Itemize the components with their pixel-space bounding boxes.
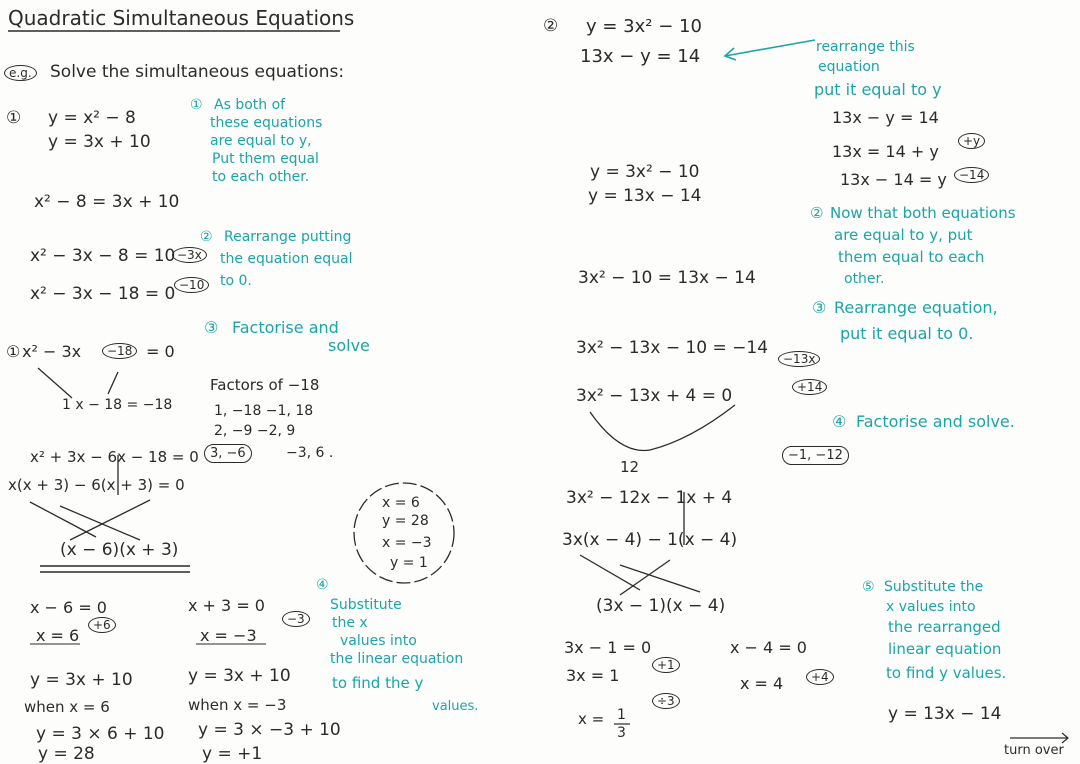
op-plus-14: +14: [792, 378, 827, 395]
right-root-1-eq: 3x − 1 = 0: [564, 638, 652, 657]
note-3-line-1: Factorise and: [232, 318, 339, 337]
product-line: 1 x − 18 = −18: [62, 397, 173, 413]
right-equation-2: 13x − y = 14: [580, 46, 701, 67]
root-1-result: x = 6: [36, 626, 80, 645]
cross-line-4: [580, 555, 640, 590]
op-plus-y: +y: [958, 132, 985, 149]
note-3-num: ③: [204, 318, 219, 337]
right-note-2-line-2: are equal to y, put: [834, 226, 973, 244]
cross-line-5: [620, 565, 700, 592]
bubble-y1: y = 28: [382, 513, 429, 529]
sub-2-calc: y = 3 × −3 + 10: [198, 720, 341, 740]
op-minus-3x: −3x: [172, 246, 207, 263]
bubble-x2: x = −3: [382, 535, 432, 551]
right-root-2-result: x = 4: [740, 674, 784, 693]
eq-num-left: ①: [6, 108, 22, 128]
note-4-line-1: Substitute: [330, 597, 402, 613]
right-note-3-line-2: put it equal to 0.: [840, 324, 974, 343]
note-1-line-1: As both of: [214, 97, 286, 113]
right-note-2-line-4: other.: [844, 271, 885, 287]
right-root-2-eq: x − 4 = 0: [730, 638, 807, 657]
right-root-1-op1: +1: [652, 656, 680, 673]
right-note-5-line-5: to find y values.: [886, 664, 1007, 682]
right-pair-pick: −1, −12: [782, 446, 849, 465]
right-equation-1: y = 3x² − 10: [586, 16, 702, 37]
bubble-x1: x = 6: [382, 495, 420, 511]
note-1-line-2: these equations: [210, 115, 323, 131]
right-group-line: 3x(x − 4) − 1(x − 4): [562, 530, 738, 550]
sub-1-calc: y = 3 × 6 + 10: [36, 724, 165, 744]
note-1-line-4: Put them equal: [212, 151, 319, 167]
sub-2-when: when x = −3: [188, 696, 287, 714]
root-2-op: −3: [282, 610, 310, 627]
right-root-2-op: +4: [806, 668, 834, 685]
note-4-num: ④: [316, 577, 329, 593]
fact-eq-a: x² − 3x: [22, 342, 82, 361]
op-minus-10: −10: [174, 276, 209, 293]
right-rearr-line-2: 3x² − 13x + 4 = 0: [576, 386, 733, 406]
sub-1-result: y = 28: [38, 744, 95, 764]
bubble-y2: y = 1: [390, 555, 428, 571]
rearrange-line-1: x² − 3x − 8 = 10: [30, 246, 176, 266]
right-pair-1: y = 3x² − 10: [590, 162, 700, 182]
right-note-1-line-2: equation: [818, 59, 880, 75]
product-line-right: [108, 372, 118, 394]
sub-1-eq: y = 3x + 10: [30, 670, 133, 690]
right-split-line: 3x² − 12x − 1x + 4: [566, 488, 733, 508]
right-note-1-line-3: put it equal to y: [814, 80, 942, 99]
right-note-5-line-3: the rearranged: [888, 618, 1001, 636]
note-2-line-2: the equation equal: [220, 251, 353, 267]
equation-2: y = 3x + 10: [48, 132, 151, 152]
right-pair-2: y = 13x − 14: [588, 186, 702, 206]
right-note-1-line-1: rearrange this: [816, 39, 915, 55]
right-note-2-line-1: Now that both equations: [830, 204, 1016, 222]
fact-eq-num: ①: [6, 342, 21, 361]
fact-eq-circled: −18: [102, 342, 137, 359]
right-rearr-2: 13x = 14 + y: [832, 142, 939, 161]
note-3-line-2: solve: [328, 336, 370, 355]
page-title: Quadratic Simultaneous Equations: [8, 6, 355, 30]
right-note-2-line-3: them equal to each: [838, 248, 985, 266]
right-note-3-line-1: Rearrange equation,: [834, 298, 998, 317]
right-note-3-num: ③: [812, 298, 827, 317]
root-1-op: +6: [88, 616, 116, 633]
prompt-text: Solve the simultaneous equations:: [50, 62, 345, 82]
cross-line-6: [620, 560, 670, 595]
factors-row-1: 1, −18 −1, 18: [214, 403, 314, 419]
sub-2-result: y = +1: [202, 744, 263, 764]
note-4-line-6: values.: [432, 699, 479, 714]
product-curve: [590, 405, 735, 451]
op-minus-13x: −13x: [778, 350, 820, 367]
factors-row-2: 2, −9 −2, 9: [214, 423, 296, 439]
right-note-4-num: ④: [832, 412, 847, 431]
equation-1: y = x² − 8: [48, 108, 136, 128]
root-2-eq: x + 3 = 0: [188, 596, 265, 615]
right-root-1-num: 1: [617, 707, 626, 723]
factors-title: Factors of −18: [210, 376, 320, 394]
factor-pick: 3, −6: [204, 444, 252, 463]
right-sub-eq: y = 13x − 14: [888, 704, 1002, 724]
right-rearr-1: 13x − y = 14: [832, 108, 939, 127]
note-4-line-5: to find the y: [332, 674, 424, 692]
set-equal-line: x² − 8 = 3x + 10: [34, 192, 180, 212]
root-2-result: x = −3: [200, 626, 257, 645]
turn-over-label: turn over: [1004, 743, 1064, 758]
right-product: 12: [620, 458, 640, 476]
right-note-5-num: ⑤: [862, 579, 875, 595]
note-2-line-1: Rearrange putting: [224, 229, 352, 245]
sub-1-when: when x = 6: [24, 698, 110, 716]
sub-2-eq: y = 3x + 10: [188, 666, 291, 686]
note-2-line-3: to 0.: [220, 273, 252, 289]
cross-line-3: [70, 500, 150, 540]
right-root-1-lhs: x =: [578, 710, 605, 728]
right-rearr-3: 13x − 14 = y: [840, 170, 947, 189]
right-root-1-den: 3: [617, 725, 626, 741]
right-root-1-step: 3x = 1: [566, 666, 620, 685]
product-line-left: [38, 368, 72, 398]
right-root-1-op2: ÷3: [652, 692, 680, 709]
right-note-5-line-1: Substitute the: [884, 579, 984, 595]
factored-line: (x − 6)(x + 3): [60, 540, 179, 560]
right-rearr-line-1: 3x² − 13x − 10 = −14: [576, 338, 769, 358]
rearrange-line-2: x² − 3x − 18 = 0: [30, 284, 176, 304]
eq-num-right: ②: [543, 16, 559, 36]
note-4-line-4: the linear equation: [330, 651, 464, 667]
right-note-4: Factorise and solve.: [856, 412, 1015, 431]
fact-eq-c: = 0: [146, 342, 175, 361]
right-note-2-num: ②: [810, 204, 824, 222]
example-tag: e.g.: [4, 64, 37, 81]
root-1-eq: x − 6 = 0: [30, 598, 107, 617]
right-equal-line: 3x² − 10 = 13x − 14: [578, 268, 756, 288]
note-1-line-5: to each other.: [212, 169, 310, 185]
op-minus-14: −14: [954, 166, 989, 183]
note-2-num: ②: [200, 229, 213, 245]
right-factored-line: (3x − 1)(x − 4): [596, 596, 726, 616]
note-4-line-3: values into: [340, 633, 417, 649]
teal-arrow-line: [725, 40, 815, 56]
note-1-line-3: are equal to y,: [210, 133, 312, 149]
note-4-line-2: the x: [332, 615, 368, 631]
right-note-5-line-4: linear equation: [888, 640, 1002, 658]
right-note-5-line-2: x values into: [886, 599, 976, 615]
group-line: x(x + 3) − 6(x + 3) = 0: [8, 476, 185, 494]
split-line: x² + 3x − 6x − 18 = 0: [30, 448, 199, 466]
factors-row-3: −3, 6 .: [286, 445, 334, 461]
note-1-num: ①: [190, 97, 203, 113]
